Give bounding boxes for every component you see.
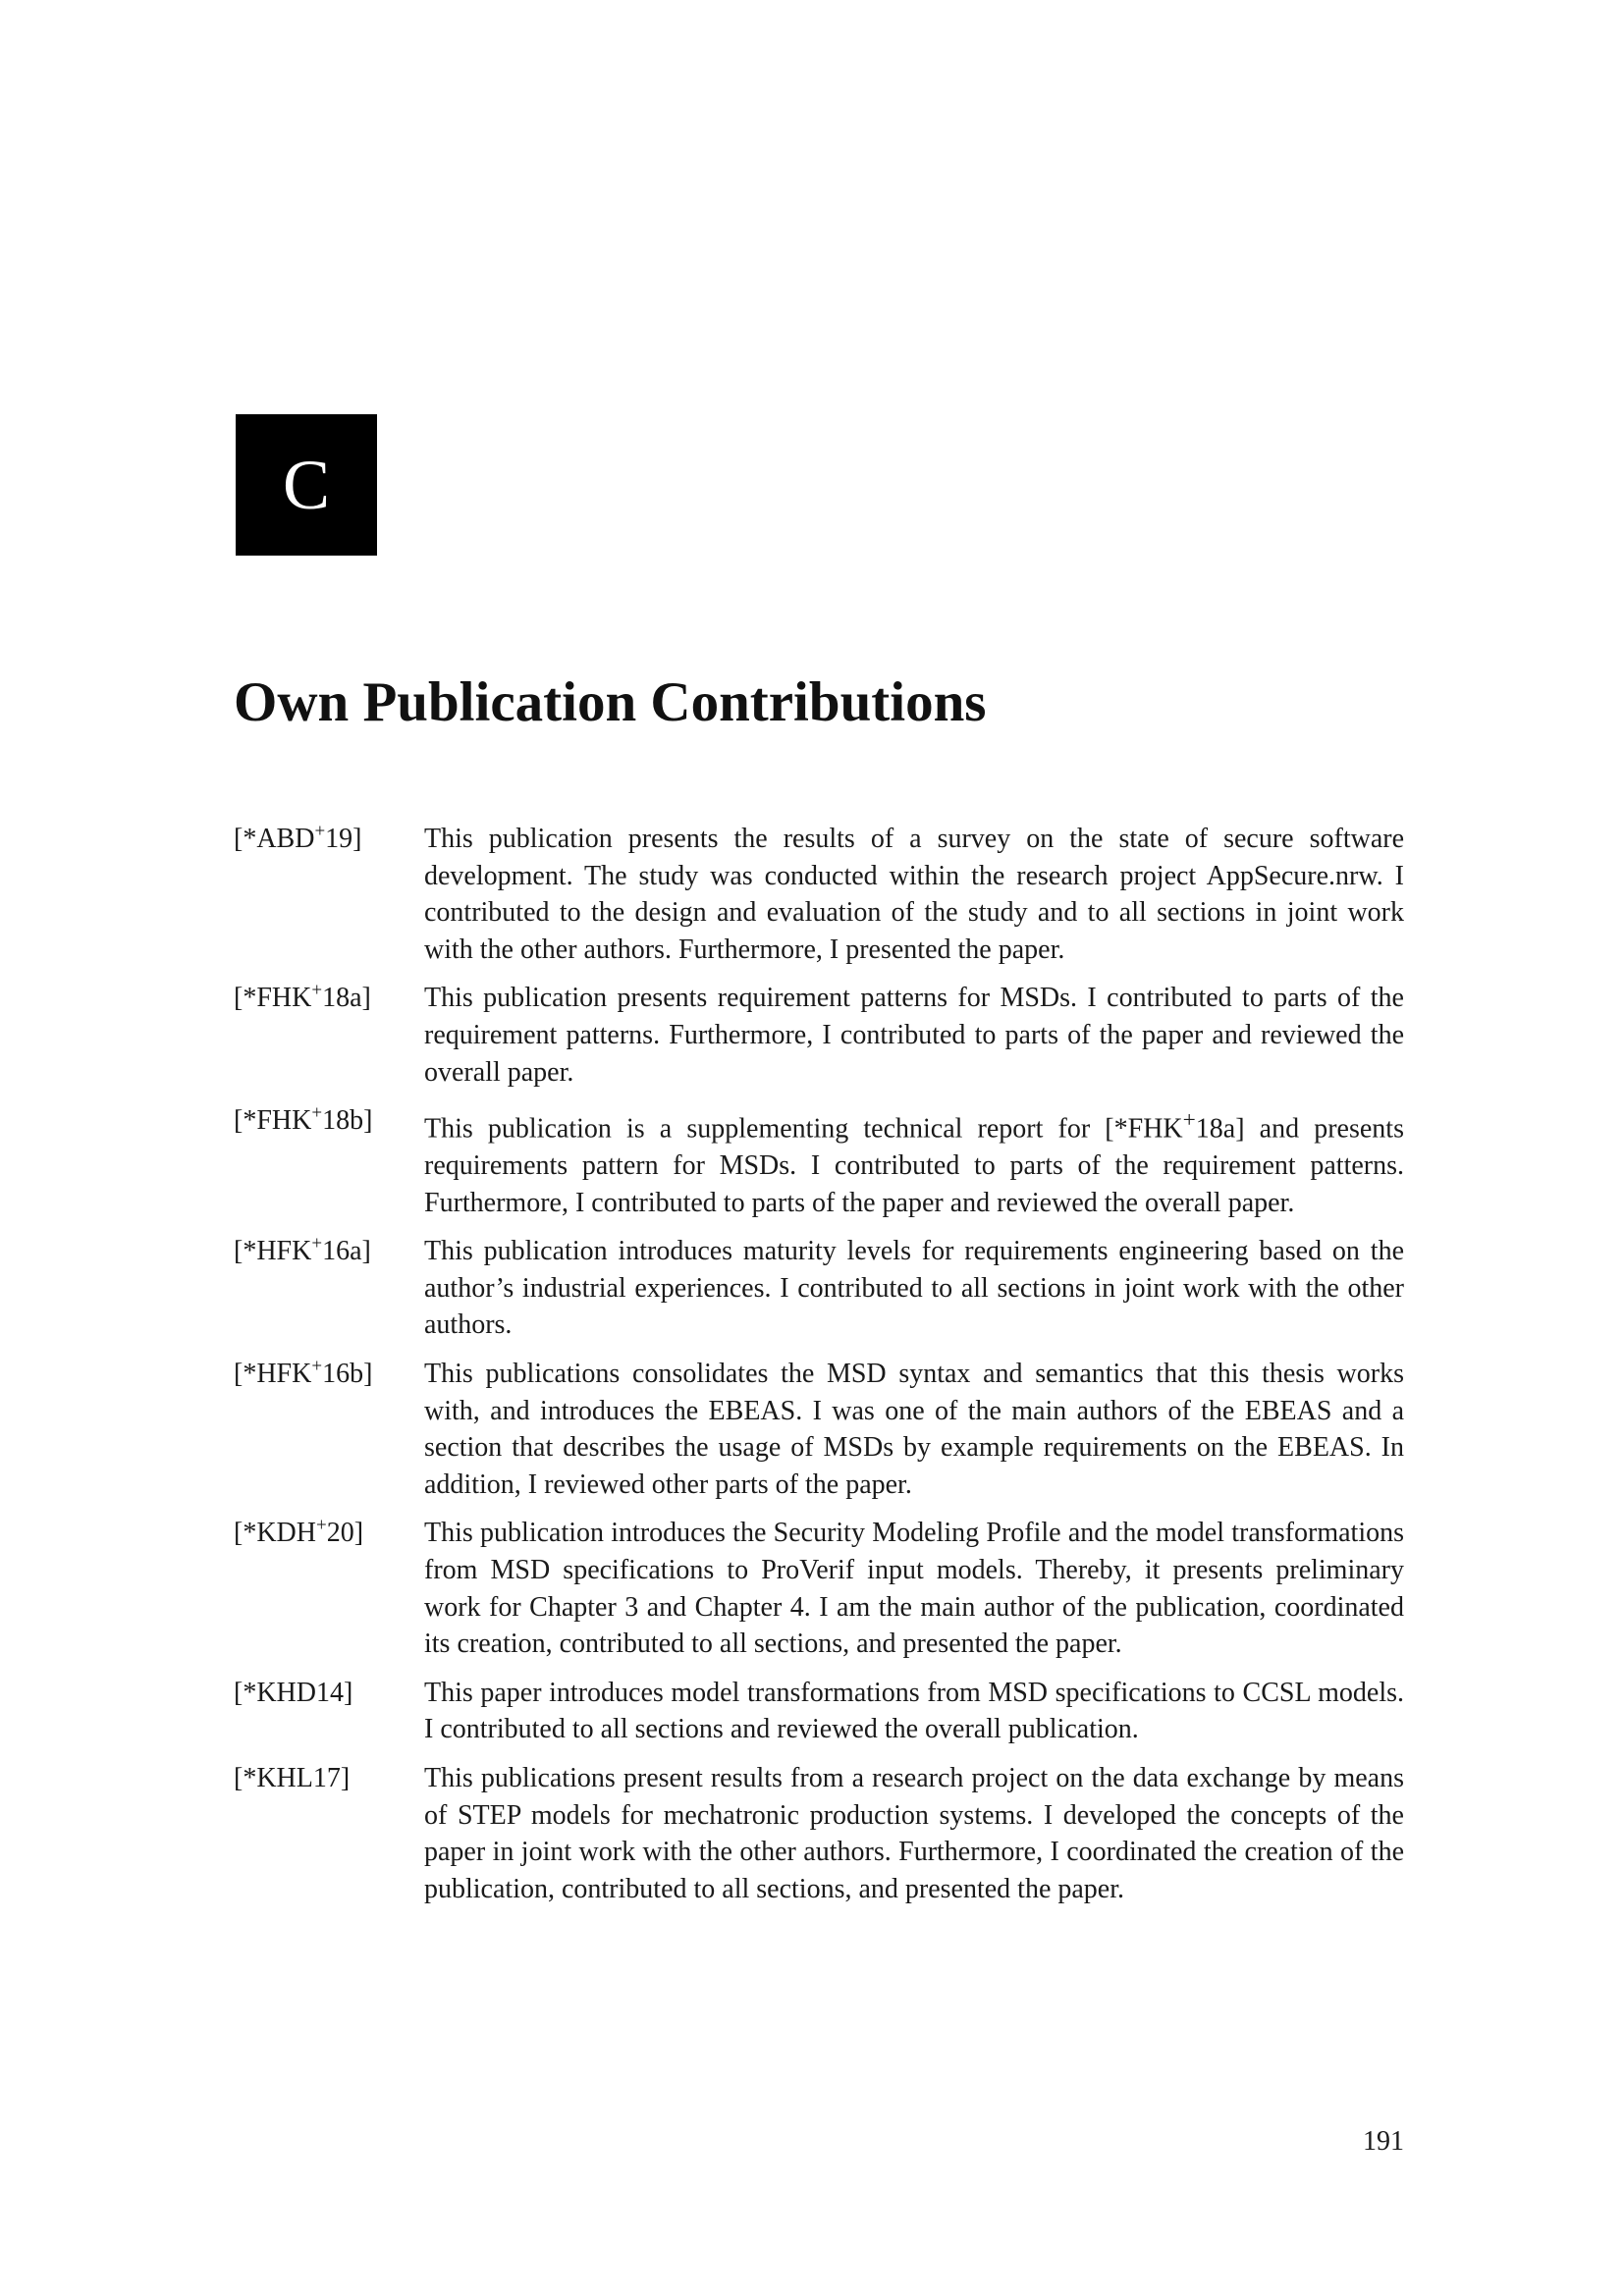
key-prefix: [*HFK xyxy=(234,1236,312,1267)
key-prefix: [*FHK xyxy=(234,983,312,1014)
publication-key xyxy=(234,1675,424,1748)
key-superscript: + xyxy=(311,980,323,1001)
key-suffix: 18b] xyxy=(322,1105,373,1137)
key-suffix: 16b] xyxy=(322,1359,373,1390)
publication-entry-abd19 xyxy=(234,821,1404,968)
chapter-letter: C xyxy=(282,446,331,524)
publication-entry-khd14 xyxy=(234,1675,1404,1748)
key-suffix: 16a] xyxy=(322,1236,371,1267)
key-suffix: 20] xyxy=(326,1518,364,1549)
publication-key xyxy=(234,1233,424,1344)
publication-description: This publication presents requirement patterns for MSDs. I contributed to parts of the requirement patterns. Furthermore, I contributed to parts of the paper and reviewed the overall paper. xyxy=(424,983,1404,1088)
description-text: This publication is a supplementing technical report for [*FHK xyxy=(424,1113,1183,1145)
key-prefix: [*KHD14] xyxy=(234,1677,353,1708)
publication-list xyxy=(234,821,1404,1919)
publication-key xyxy=(234,821,424,968)
citation-superscript: + xyxy=(1182,1107,1196,1134)
key-prefix: [*FHK xyxy=(234,1105,312,1137)
publication-description: This publication presents the results of a survey on the state of secure software development. The study was conducted within the research project AppSecure.nrw. I contributed to the design and evaluation of the study and to all sections in joint work with the other authors. Furthermore, I presented the paper. xyxy=(424,824,1404,965)
key-suffix: 19] xyxy=(325,824,362,854)
publication-key xyxy=(234,1356,424,1503)
chapter-letter-box xyxy=(236,414,377,556)
key-prefix: [*KHL17] xyxy=(234,1762,351,1793)
publication-entry-fhk18a xyxy=(234,980,1404,1091)
publication-description: This paper introduces model transformations from MSD specifications to CCSL models. I contributed to all sections and reviewed the overall publication. xyxy=(424,1677,1404,1745)
key-suffix: 18a] xyxy=(322,983,371,1014)
chapter-title: Own Publication Contributions xyxy=(234,671,987,733)
key-superscript: + xyxy=(316,1515,327,1536)
publication-key xyxy=(234,1760,424,1907)
key-superscript: + xyxy=(311,1356,323,1377)
publication-description: This publications consolidates the MSD syntax and semantics that this thesis works with, and introduces the EBEAS. I was one of the main authors of the EBEAS and a section that describes the usage of MSDs by example requirements on the EBEAS. In addition, I reviewed other parts of the paper. xyxy=(424,1359,1404,1500)
publication-description: This publication introduces the Security Modeling Profile and the model transformations from MSD specifications to ProVerif input models. Thereby, it presents preliminary work for Chapter 3 and Chapter 4. I am the main author of the publication, coordinated its creation, contributed to all sections, and presented the paper. xyxy=(424,1518,1404,1660)
publication-entry-khl17 xyxy=(234,1760,1404,1907)
key-superscript: + xyxy=(311,1102,323,1124)
key-prefix: [*ABD xyxy=(234,824,315,854)
description-text: 18a] and presents requirements pattern for MSDs. I contributed to parts of the requirement patterns. Furthermore, I contributed to parts of the paper and reviewed the overall paper. xyxy=(424,1113,1404,1218)
publication-key xyxy=(234,1102,424,1221)
key-superscript: + xyxy=(314,821,326,842)
publication-key xyxy=(234,1515,424,1662)
page-number: 191 xyxy=(1363,2126,1404,2157)
publication-description xyxy=(424,1102,1404,1221)
publication-description: This publications present results from a research project on the data exchange by means of STEP models for mechatronic production systems. I developed the concepts of the paper in joint work with the other authors. Furthermore, I coordinated the creation of the publication, contributed to all sections, and presented the paper. xyxy=(424,1762,1404,1904)
key-superscript: + xyxy=(311,1233,323,1255)
publication-entry-fhk18b xyxy=(234,1102,1404,1221)
publication-description: This publication introduces maturity levels for requirements engineering based on the author’s industrial experiences. I contributed to all sections in joint work with the other authors. xyxy=(424,1236,1404,1341)
publication-entry-hfk16b xyxy=(234,1356,1404,1503)
publication-key xyxy=(234,980,424,1091)
key-prefix: [*KDH xyxy=(234,1518,316,1549)
publication-entry-kdh20 xyxy=(234,1515,1404,1662)
key-prefix: [*HFK xyxy=(234,1359,312,1390)
publication-entry-hfk16a xyxy=(234,1233,1404,1344)
